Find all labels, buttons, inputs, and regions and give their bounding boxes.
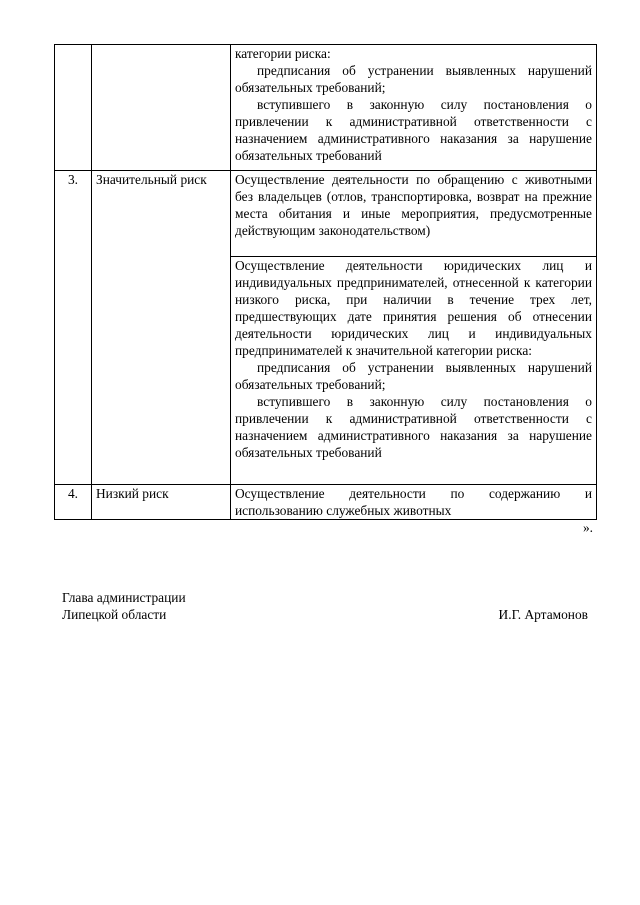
criteria-paragraph: предписания об устранении выявленных нарушений обязательных требований;: [235, 360, 592, 392]
row-number-cell: 4.: [55, 485, 92, 520]
criteria-cell: [231, 171, 597, 257]
criteria-paragraph: Осуществление деятельности юридических лиц и индивидуальных предпринимателей, отнесенной к категории низкого риска, при наличии в течение трех лет, предшествующих дате принятия решения об отнесении деятельности юридических лиц и индивидуальных предпринимателей к значительной категории риска:: [235, 258, 592, 358]
criteria-cell: [231, 45, 597, 171]
position-line: Липецкой области: [62, 607, 167, 622]
risk-category-cell: [92, 45, 231, 171]
risk-category-table: [54, 44, 597, 520]
criteria-paragraph: вступившего в законную силу постановления о привлечении к административной ответственности с назначением административного наказания за нарушение обязательных требований: [235, 97, 592, 163]
criteria-paragraph: предписания об устранении выявленных нарушений обязательных требований;: [235, 63, 592, 95]
signatory-position: [62, 589, 186, 623]
criteria-paragraph: вступившего в законную силу постановления о привлечении к административной ответственности с назначением административного наказания за нарушение обязательных требований: [235, 394, 592, 460]
table-row: [55, 171, 597, 257]
table-row: [55, 485, 597, 520]
criteria-paragraph: Осуществление деятельности по обращению с животными без владельцев (отлов, транспортировка, возврат на прежние места обитания и иные мероприятия, предусмотренные действующим законодательством): [235, 172, 592, 238]
risk-category-cell: Значительный риск: [92, 171, 231, 485]
risk-category-cell: Низкий риск: [92, 485, 231, 520]
criteria-paragraph: Осуществление деятельности по содержанию и использованию служебных животных: [235, 486, 592, 518]
row-number-cell: 3.: [55, 171, 92, 485]
row-number-cell: [55, 45, 92, 171]
criteria-cell: [231, 257, 597, 485]
table-row: [55, 45, 597, 171]
signatory-name: И.Г. Артамонов: [498, 607, 588, 622]
position-line: Глава администрации: [62, 590, 186, 605]
closing-quote-mark: ».: [582, 520, 593, 535]
criteria-paragraph: категории риска:: [235, 46, 331, 61]
criteria-cell: [231, 485, 597, 520]
